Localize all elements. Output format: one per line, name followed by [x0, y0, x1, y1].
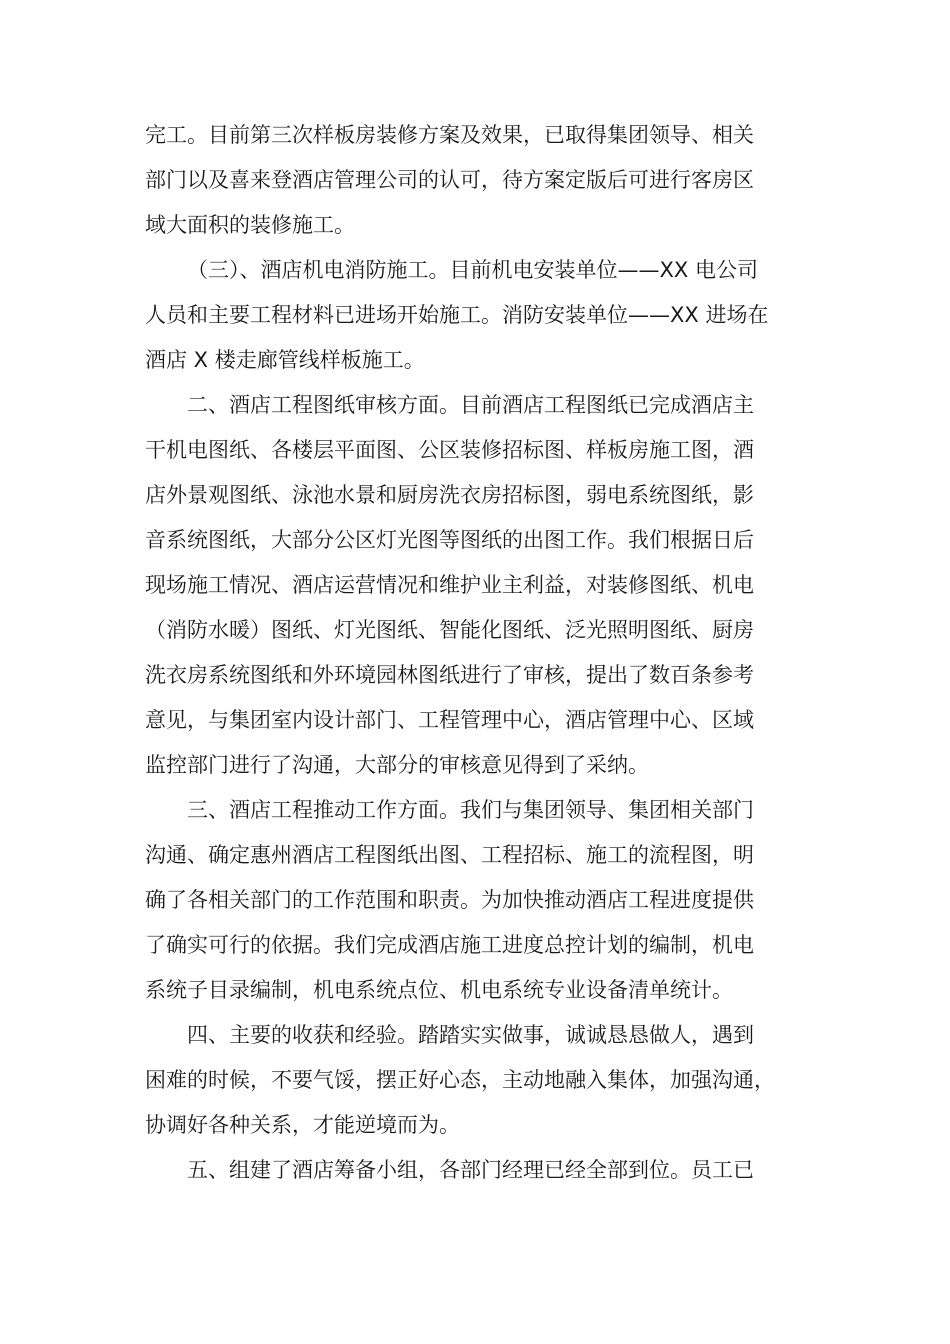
text-line: 现场施工情况、酒店运营情况和维护业主利益，对装修图纸、机电 [145, 573, 754, 597]
text-line: 人员和主要工程材料已进场开始施工。消防安装单位——XX 进场在 [145, 303, 769, 327]
text-line: 音系统图纸，大部分公区灯光图等图纸的出图工作。我们根据日后 [145, 528, 754, 552]
paragraph-mep-fire-construction [145, 248, 820, 383]
text-line: 酒店 X 楼走廊管线样板施工。 [145, 348, 425, 372]
text-line: 了确实可行的依据。我们完成酒店施工进度总控计划的编制，机电 [145, 933, 754, 957]
text-line: 系统子目录编制，机电系统点位、机电系统专业设备清单统计。 [145, 978, 733, 1002]
paragraph-lessons-learned [145, 1013, 820, 1148]
text-line: 干机电图纸、各楼层平面图、公区装修招标图、样板房施工图，酒 [145, 438, 754, 462]
text-line: 完工。目前第三次样板房装修方案及效果，已取得集团领导、相关 [145, 123, 754, 147]
text-line: 部门以及喜来登酒店管理公司的认可，待方案定版后可进行客房区 [145, 168, 754, 192]
paragraph-sample-room-completion [145, 113, 820, 248]
paragraph-drawing-review [145, 383, 820, 788]
text-line: 意见，与集团室内设计部门、工程管理中心，酒店管理中心、区域 [145, 708, 754, 732]
text-line: 监控部门进行了沟通，大部分的审核意见得到了采纳。 [145, 753, 649, 777]
text-line: （三）、酒店机电消防施工。目前机电安装单位——XX 电公司 [187, 258, 758, 282]
text-line: 协调好各种关系，才能逆境而为。 [145, 1113, 460, 1137]
text-line: 四、主要的收获和经验。踏踏实实做事，诚诚恳恳做人，遇到 [187, 1023, 754, 1047]
text-line: 域大面积的装修施工。 [145, 213, 355, 237]
text-line: 五、组建了酒店筹备小组，各部门经理已经全部到位。员工已 [187, 1158, 754, 1182]
text-line: （消防水暖）图纸、灯光图纸、智能化图纸、泛光照明图纸、厨房 [145, 618, 754, 642]
text-line: 店外景观图纸、泳池水景和厨房洗衣房招标图，弱电系统图纸，影 [145, 483, 754, 507]
text-line: 二、酒店工程图纸审核方面。目前酒店工程图纸已完成酒店主 [187, 393, 754, 417]
paragraph-project-promotion [145, 788, 820, 1013]
text-line: 三、酒店工程推动工作方面。我们与集团领导、集团相关部门 [187, 798, 754, 822]
text-line: 困难的时候，不要气馁，摆正好心态，主动地融入集体，加强沟通， [145, 1068, 775, 1092]
text-line: 沟通、确定惠州酒店工程图纸出图、工程招标、施工的流程图，明 [145, 843, 754, 867]
paragraph-preparation-team [145, 1148, 820, 1193]
text-line: 确了各相关部门的工作范围和职责。为加快推动酒店工程进度提供 [145, 888, 754, 912]
text-line: 洗衣房系统图纸和外环境园林图纸进行了审核，提出了数百条参考 [145, 663, 754, 687]
